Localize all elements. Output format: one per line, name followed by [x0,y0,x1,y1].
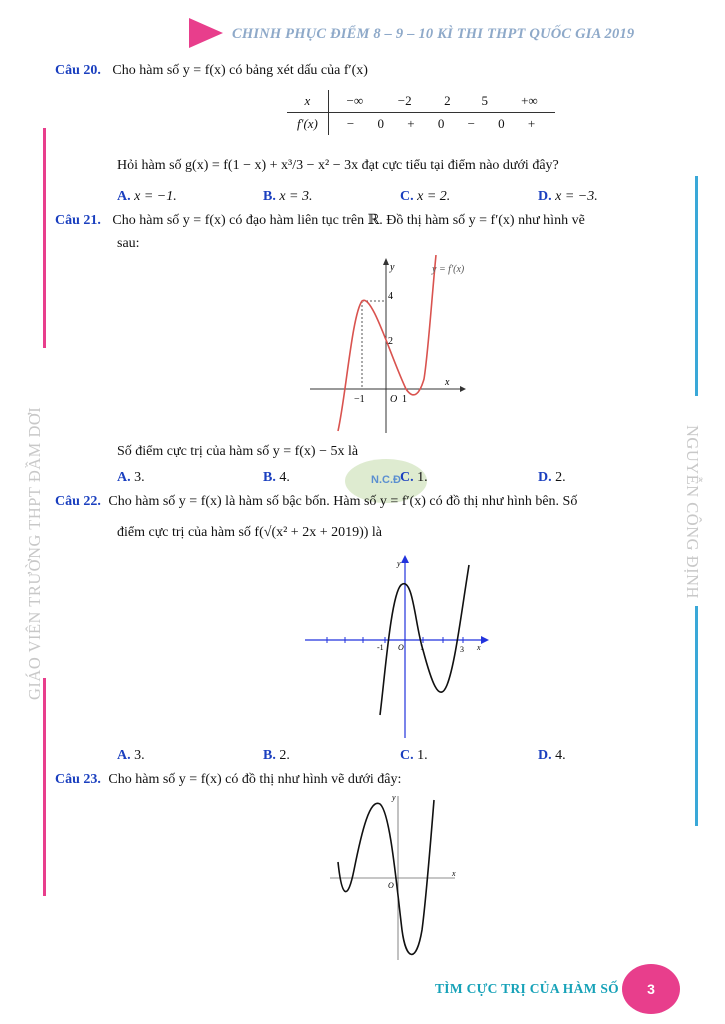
curve-label: y = f′(x) [432,264,465,275]
right-bar-top [695,176,698,396]
q22-option-c[interactable]: C. 1. [400,748,428,763]
right-bar-bottom [695,606,698,826]
page-number: 3 [647,981,655,997]
q21-graph [310,255,485,435]
y-label: y [390,262,395,273]
q20-question: Hỏi hàm số g(x) = f(1 − x) + x³/3 − x² − 3x đạt cực tiểu tại điểm nào dưới đây? [117,158,559,173]
left-bar-bottom [43,678,46,896]
q21-stem [55,212,585,229]
tick-label: -1 [377,643,384,652]
header-triangle-icon [189,18,223,48]
q20-stem [55,63,368,79]
q20-sign-table [287,90,555,135]
tick-label: 4 [388,291,393,302]
q21-text: Cho hàm số y = f(x) có đạo hàm liên tục trên ℝ. Đồ thị hàm số y = f′(x) như hình vẽ [112,213,585,228]
q20-label: Câu 20. [55,63,101,78]
table-sign-row: − 0 + 0 − 0 + [346,116,546,131]
y-axis-arrow-icon [401,555,409,563]
q22-stem [55,494,577,510]
q20-option-c[interactable]: C. x = 2. [400,189,451,204]
sidebar-right-text: NGUYỄN CÔNG ĐỊNH [683,425,702,599]
watermark-text: N.C.Đ [371,474,401,486]
q22-text: Cho hàm số y = f(x) là hàm số bậc bốn. Hàm số y = f′(x) có đồ thị như hình bên. Số [108,494,578,509]
tick-label: 1 [402,394,407,405]
y-axis-arrow-icon [383,258,389,265]
tick-label: −1 [354,394,365,405]
q21-label: Câu 21. [55,213,101,228]
q22-option-d[interactable]: D. 4. [538,748,566,763]
tick-label: 2 [388,336,393,347]
q21-option-b[interactable]: B. 4. [263,470,290,485]
q23-graph [330,790,465,965]
q21-option-a[interactable]: A. 3. [117,470,145,485]
origin-label: O [390,394,398,405]
q22-option-a[interactable]: A. 3. [117,748,145,763]
table-cell: 5 [481,93,489,108]
y-label: y [392,793,396,802]
q20-option-a[interactable]: A. x = −1. [117,189,177,204]
table-cell: +∞ [521,93,538,108]
q23-label: Câu 23. [55,772,101,787]
origin-label: O [388,881,394,890]
x-label: x [452,869,456,878]
origin-label: O [398,643,404,652]
q22-text2: điểm cực trị của hàm số f(√(x² + 2x + 2019)) là [117,525,383,540]
header-title: CHINH PHỤC ĐIỂM 8 – 9 – 10 KÌ THI THPT QUỐC GIA 2019 [232,26,635,42]
q21-option-c[interactable]: C. 1. [400,470,428,485]
q20-option-b[interactable]: B. x = 3. [263,189,313,204]
tick-label: 3 [460,645,464,654]
table-head-x: x [287,90,328,113]
q22-graph [305,555,490,740]
q22-label: Câu 22. [55,494,101,509]
left-bar-top [43,128,46,348]
tick-label: 1 [420,643,424,652]
derivative-curve [338,255,436,431]
q20-text: Cho hàm số y = f(x) có bảng xét dấu của f′(x) [112,63,368,78]
function-curve [338,800,434,954]
x-label: x [477,643,481,652]
q21-question: Số điểm cực trị của hàm số y = f(x) − 5x là [117,444,359,459]
q21-option-d[interactable]: D. 2. [538,470,566,485]
sidebar-left-text: GIÁO VIÊN TRƯỜNG THPT ĐẦM DƠI [25,406,44,700]
x-axis-arrow-icon [460,386,466,392]
table-cell: 2 [444,93,451,108]
footer-section: TÌM CỰC TRỊ CỦA HÀM SỐ [435,981,619,996]
table-cell: −∞ [346,93,364,108]
table-cell: −2 [397,93,412,108]
table-head-fprime: f′(x) [287,113,328,136]
q23-text: Cho hàm số y = f(x) có đồ thị như hình vẽ dưới đây: [108,772,402,787]
q23-stem [55,772,401,788]
y-label: y [397,559,401,568]
x-label: x [445,377,450,388]
q21-text2: sau: [117,236,140,251]
q22-option-b[interactable]: B. 2. [263,748,290,763]
x-axis-arrow-icon [481,636,489,644]
q20-option-d[interactable]: D. x = −3. [538,189,598,204]
